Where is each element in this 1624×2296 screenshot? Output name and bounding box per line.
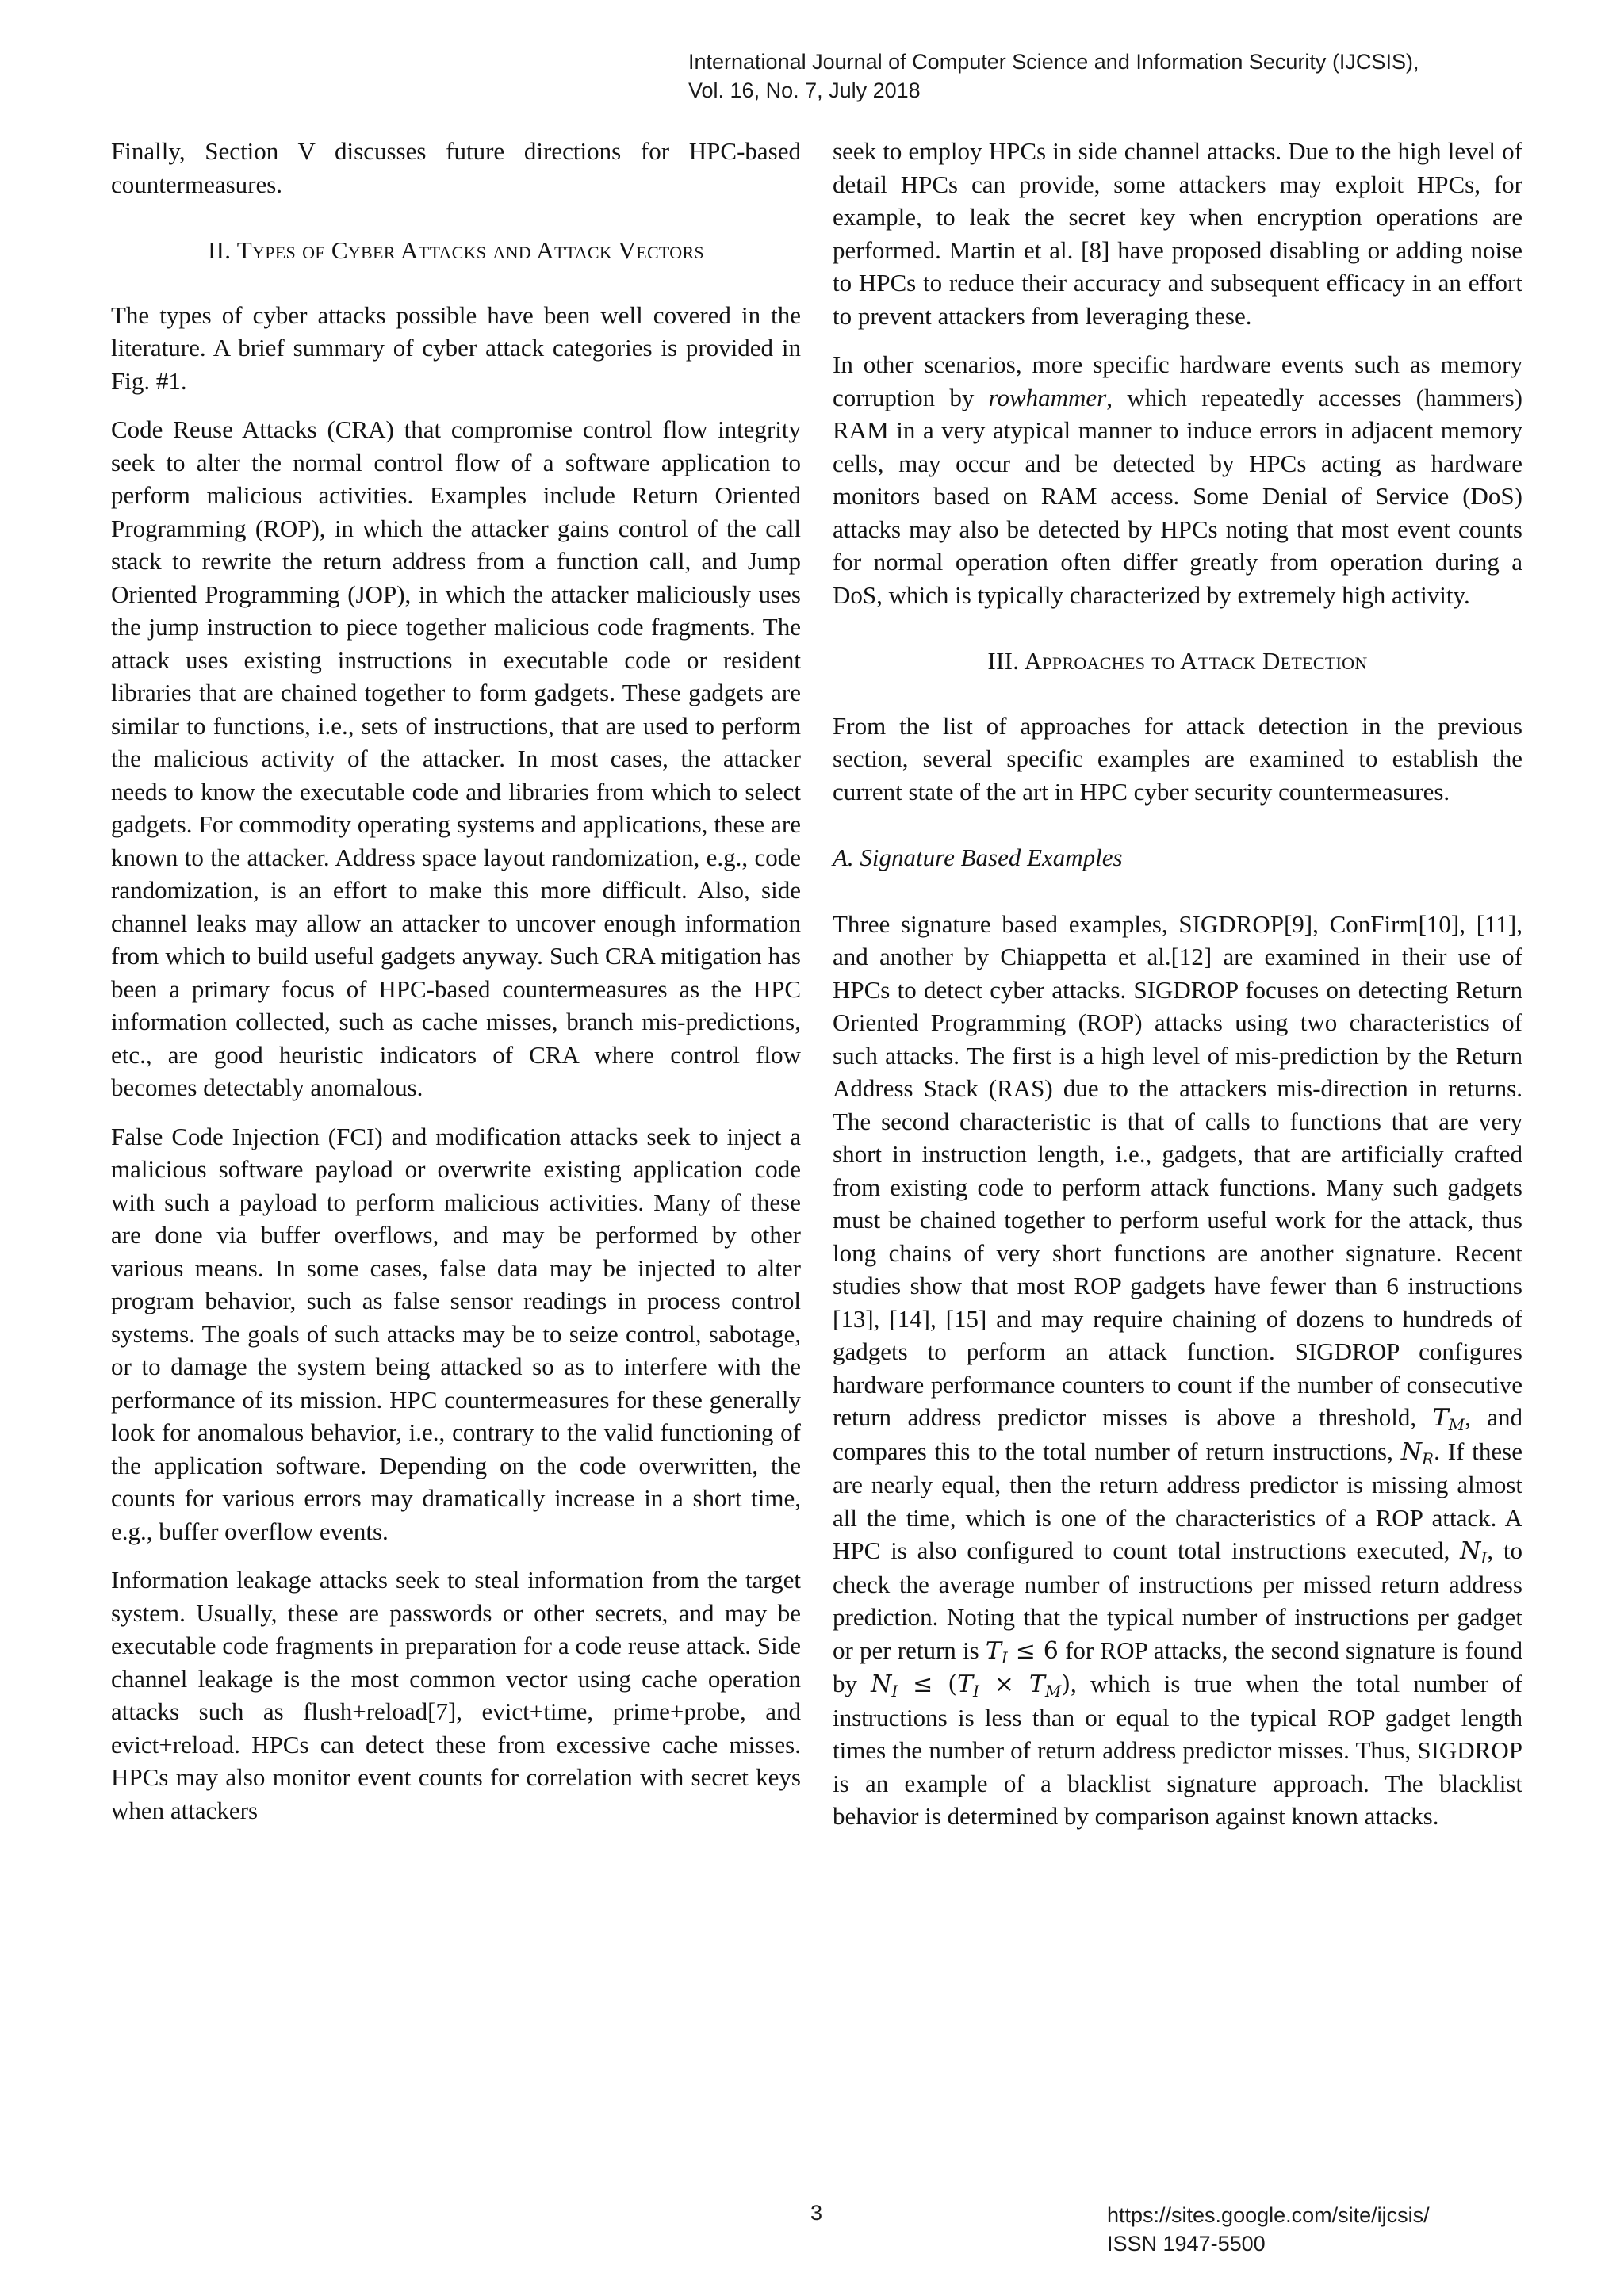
page-number: 3 [810,2201,823,2225]
right-column [833,135,1522,1849]
sig-text-4: , to check the average number of instructions per missed return address prediction. Noting that the typical number of instructions per gadget or per return is [833,1536,1522,1664]
cra-paragraph: Code Reuse Attacks (CRA) that compromise control flow integrity seek to alter the normal control flow of a software application to perform malicious activities. Examples include Return Oriented Programming (ROP), in which the attacker gains control of the call stack to rewrite the return address from a function call, and Jump Oriented Programming (JOP), in which the attacker maliciously uses the jump instruction to piece together malicious code fragments. The attack uses existing instructions in executable code or resident libraries that are chained together to form gadgets. These gadgets are similar to functions, i.e., sets of instructions, that are used to perform the malicious activity of the attacker. In most cases, the attacker needs to know the executable code and libraries from which to select gadgets. For commodity operating systems and applications, these are known to the attacker. Address space layout randomization, e.g., code randomization, is an effort to make this more difficult. Also, side channel leaks may allow an attacker to uncover enough information from which to build useful gadgets anyway. Such CRA mitigation has been a primary focus of HPC-based countermeasures as the HPC information collected, such as cache misses, branch mis-predictions, etc., are good heuristic indicators of CRA where control flow becomes detectably anomalous. [111,415,801,1101]
rowhammer-text-b: , which repeatedly accesses (hammers) RAM in a very atypical manner to induce errors in adjacent memory cells, may occur and be detected by HPCs acting as hardware monitors based on RAM access. Some Denial of Service (DoS) attacks may also be detected by HPCs noting that most event counts for normal operation often differ greatly from operation during a DoS, which is typically characterized by extremely high activity. [833,383,1522,609]
footer-info [1107,2201,1430,2258]
types-paragraph: The types of cyber attacks possible have been well covered in the literature. A brief summary of cyber attack categories is provided in Fig. #1. [111,300,801,395]
rowhammer-text-a: In other scenarios, more specific hardware events such as memory corruption by [833,350,1522,411]
sig-text-2: , and compares this to the total number of return instructions, [833,1403,1522,1465]
section-2-heading: II. Types of Cyber Attacks and Attack Vectors [208,236,704,264]
signature-paragraph [833,908,1522,1833]
footer-url: https://sites.google.com/site/ijcsis/ [1107,2203,1430,2227]
sig-text-6: , which is true when the total number of instructions is less than or equal to the typical ROP gadget length times the number of return address predictor misses. Thus, SIGDROP is an example of a blacklist signature approach. The blacklist behavior is determined by comparison against known attacks. [833,1670,1522,1830]
section-3-heading: III. Approaches to Attack Detection [987,647,1368,675]
sig-text-3: . If these are nearly equal, then the return address predictor is missing almost all the time, which is one of the characteristics of a ROP attack. A HPC is also configured to count total instructions executed, [833,1437,1523,1564]
approaches-paragraph: From the list of approaches for attack detection in the previous section, several specific examples are examined to establish the current state of the art in HPC cyber security countermeasures. [833,711,1522,806]
intro-paragraph: Finally, Section V discusses future directions for HPC-based countermeasures. [111,137,801,198]
math-ni-inequality: $N_I \le (T_I \times T_M)$ [871,1670,1071,1701]
fci-paragraph: False Code Injection (FCI) and modification attacks seek to inject a malicious software payload or overwrite existing application code with such a payload to perform malicious activities. Many of these are done via buffer overflows, and may be performed by other various means. In some cases, false data may be injected to alter program behavior, such as false sensor readings in process control systems. The goals of such attacks may be to seize control, sabotage, or to damage the system being attacked so as to interfere with the performance of its mission. HPC countermeasures for these generally look for anomalous behavior, i.e., contrary to the valid functioning of the application software. Depending on the code overwritten, the counts for various errors may dramatically increase in a short time, e.g., buffer overflow events. [111,1122,801,1545]
journal-volume: Vol. 16, No. 7, July 2018 [688,78,921,102]
rowhammer-paragraph [833,348,1522,611]
math-n-i: $N_I$ [1460,1537,1488,1567]
footer-issn: ISSN 1947-5500 [1107,2232,1266,2256]
journal-header [688,48,1592,105]
left-column [111,135,801,1843]
math-t-m: $T_M$ [1432,1404,1465,1434]
math-n-r: $N_R$ [1400,1437,1434,1468]
rowhammer-term: rowhammer [988,383,1107,411]
side-channel-paragraph: seek to employ HPCs in side channel attacks. Due to the high level of detail HPCs can provide, some attackers may exploit HPCs, for example, to leak the secret key when encryption operations are performed. Martin et al. [8] have proposed disabling or adding noise to HPCs to reduce their accuracy and subsequent efficacy in an effort to prevent attackers from leveraging these. [833,137,1522,330]
subsection-a-heading: A. Signature Based Examples [833,844,1123,871]
sig-text-1: Three signature based examples, SIGDROP[9], ConFirm[10], [11], and another by Chiappetta et al.[12] are examined in their use of HPCs to detect cyber attacks. SIGDROP focuses on detecting Return Oriented Programming (ROP) attacks using two characteristics of such attacks. The first is a high level of mis-prediction by the Return Address Stack (RAS) due to the attackers mis-direction in returns. The second characteristic is that of calls to functions that are very short in instruction length, i.e., gadgets, that are artificially crafted from existing code to perform attack functions. Many such gadgets must be chained together to perform useful work for the attack, thus long chains of very short functions are another signature. Recent studies show that most ROP gadgets have fewer than 6 instructions [13], [14], [15] and may require chaining of dozens to hundreds of gadgets to perform an attack function. SIGDROP configures hardware performance counters to count if the number of consecutive return address predictor misses is above a threshold, [833,909,1522,1431]
math-ti-le-6: $T_I \le 6$ [985,1636,1059,1667]
sig-text-5: for ROP attacks, the second signature is found by [833,1636,1522,1697]
leakage-paragraph: Information leakage attacks seek to steal information from the target system. Usually, these are passwords or other secrets, and may be executable code fragments in preparation for a code reuse attack. Side channel leakage is the most common vector using cache operation attacks such as flush+reload[7], evict+time, prime+probe, and evict+reload. HPCs can detect these from excessive cache misses. HPCs may also monitor event counts for correlation with secret keys when attackers [111,1566,801,1824]
journal-title: International Journal of Computer Science and Information Security (IJCSIS), [688,50,1419,74]
